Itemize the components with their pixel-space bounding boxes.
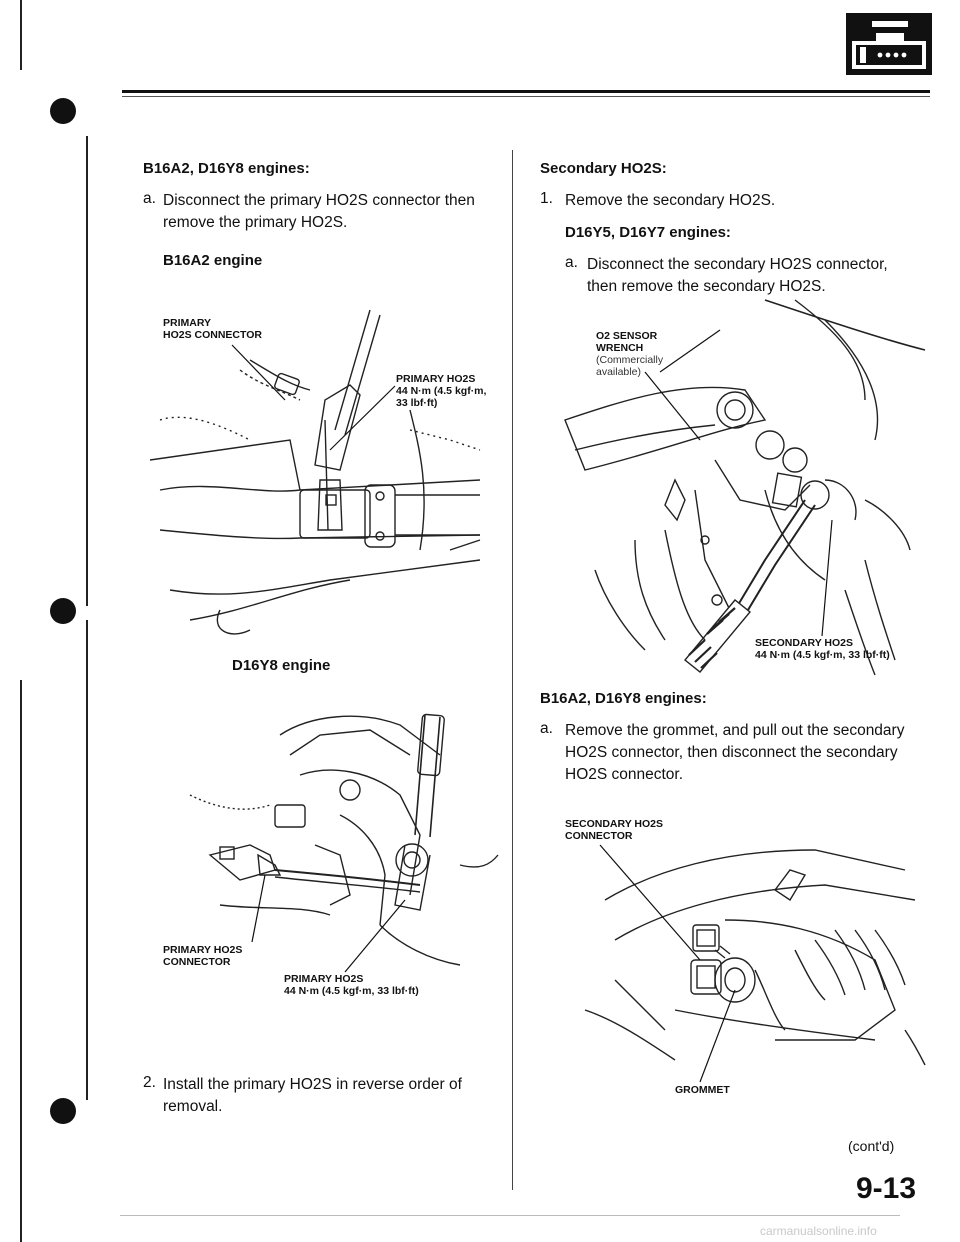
step-1-text: Remove the secondary HO2S. [565, 192, 776, 209]
callout-secondary-ho2s [755, 637, 890, 661]
step-1-marker: 1. [540, 190, 553, 207]
callout-line: PRIMARY HO2S [284, 973, 364, 985]
step-line: HO2S connector. [565, 766, 684, 783]
binding-hole [50, 1098, 76, 1124]
binding-line [20, 680, 22, 1242]
right-heading: Secondary HO2S: [540, 160, 667, 177]
callout-primary-ho2s [396, 373, 486, 409]
page-number: 9-13 [856, 1172, 917, 1205]
binding-line [20, 0, 22, 70]
callout-line: (Commercially [596, 354, 664, 366]
callout-line: CONNECTOR [163, 956, 231, 968]
step-line: HO2S connector, then disconnect the secondary [565, 744, 898, 761]
step-a1-marker: a. [565, 254, 578, 271]
binding-line [86, 620, 88, 1100]
step-line: Disconnect the secondary HO2S connector, [587, 256, 888, 273]
figure-secondary-ho2s-connector [575, 830, 930, 1070]
callout-o2-sensor-wrench [596, 330, 663, 378]
header-rule-thin [122, 96, 930, 97]
step-line: Remove the grommet, and pull out the secondary [565, 722, 905, 739]
continued-label: (cont'd) [848, 1138, 895, 1154]
figure-title-b16a2: B16A2 engine [163, 252, 263, 269]
callout-line: PRIMARY HO2S [163, 944, 243, 956]
left-heading: B16A2, D16Y8 engines: [143, 160, 310, 177]
sub-heading-b16a2-d16y8: B16A2, D16Y8 engines: [540, 690, 707, 707]
watermark-text: carmanualsonline.info [760, 1224, 877, 1238]
callout-line: PRIMARY [163, 317, 212, 329]
callout-line: PRIMARY HO2S [396, 373, 476, 385]
figure-title-d16y8: D16Y8 engine [232, 657, 331, 674]
figure-d16y8-illustration [180, 695, 500, 985]
callout-primary-ho2s-d16y8 [284, 973, 419, 997]
callout-line: 44 N·m (4.5 kgf·m, [396, 385, 487, 397]
step-line: then remove the secondary HO2S. [587, 278, 826, 295]
callout-line: 33 lbf·ft) [396, 397, 438, 409]
callout-line: SECONDARY HO2S [565, 818, 664, 830]
binding-hole [50, 598, 76, 624]
step-2-text: Install the primary HO2S in reverse order of removal. [163, 1076, 462, 1115]
callout-line: O2 SENSOR [596, 330, 658, 342]
step-a1-text [587, 254, 937, 298]
footer-rule [120, 1215, 900, 1216]
step-a2-marker: a. [540, 720, 553, 737]
callout-line: 44 N·m (4.5 kgf·m, 33 lbf·ft) [284, 985, 419, 997]
callout-secondary-ho2s-connector [565, 818, 663, 842]
binding-hole [50, 98, 76, 124]
callout-grommet: GROMMET [675, 1084, 730, 1096]
step-2-marker: 2. [143, 1074, 156, 1091]
figure-b16a2-illustration [150, 290, 490, 650]
step-a-marker: a. [143, 190, 156, 207]
callout-line: WRENCH [596, 342, 644, 354]
callout-line: 44 N·m (4.5 kgf·m, 33 lbf·ft) [755, 649, 890, 661]
callout-line: CONNECTOR [565, 830, 633, 842]
sub-heading-d16y5-d16y7: D16Y5, D16Y7 engines: [565, 224, 731, 241]
callout-primary-ho2s-connector [163, 317, 262, 341]
callout-primary-ho2s-connector-d16y8 [163, 944, 242, 968]
step-a2-text [565, 720, 935, 786]
binding-line [86, 136, 88, 606]
header-rule [122, 90, 930, 93]
step-a-line: Disconnect the primary HO2S connector then [163, 192, 475, 209]
callout-line: SECONDARY HO2S [755, 637, 854, 649]
step-a-line: remove the primary HO2S. [163, 214, 348, 231]
column-divider [512, 150, 513, 1190]
callout-line: HO2S CONNECTOR [163, 329, 262, 341]
section-tab-icon [846, 13, 932, 75]
step-a-text [163, 190, 503, 234]
callout-line: available) [596, 366, 641, 378]
